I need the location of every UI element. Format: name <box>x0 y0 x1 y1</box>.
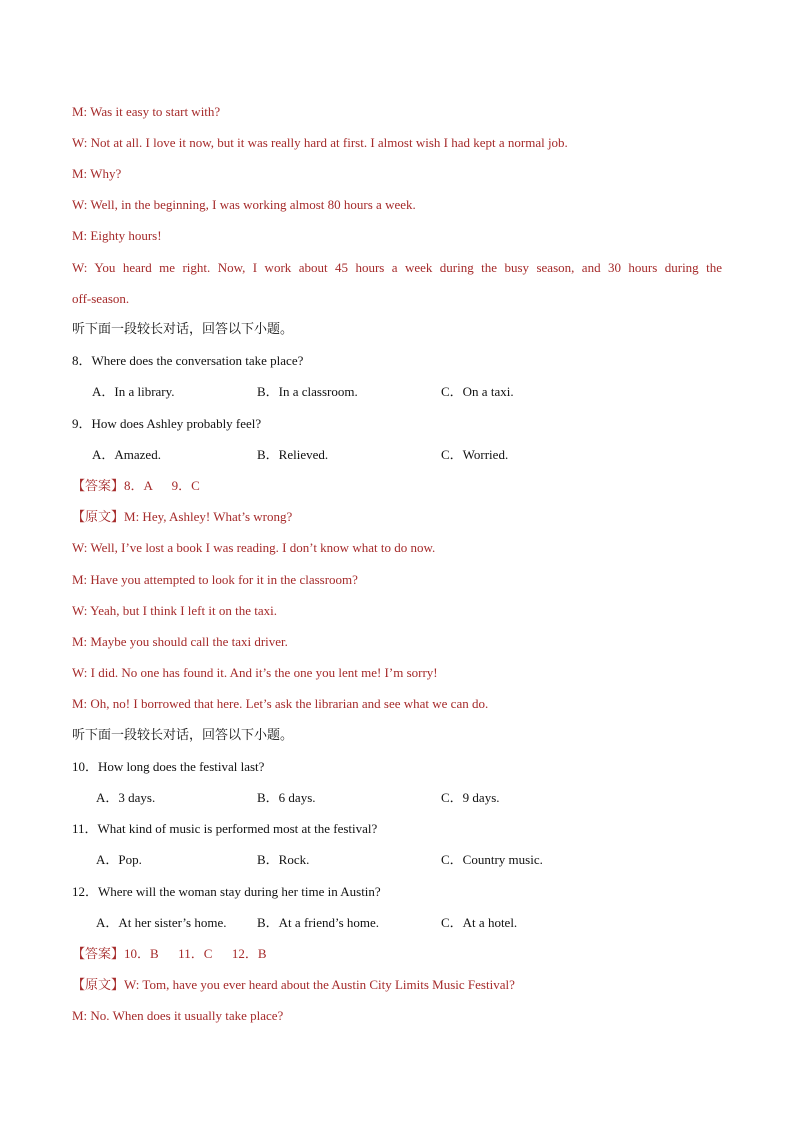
dialogue-line: W: Not at all. I love it now, but it was really hard at first. I almost wish I had kept a normal job. <box>72 135 568 150</box>
dialogue-line: off-season. <box>72 291 130 306</box>
question-stem: 9．How does Ashley probably feel? <box>72 416 262 431</box>
dialogue-line: W: I did. No one has found it. And it’s the one you lent me! I’m sorry! <box>72 665 438 680</box>
answer-tag: 【答案】 <box>72 947 125 962</box>
option-b: B．Rock. <box>257 852 310 867</box>
dialogue-line: W: Tom, have you ever heard about the Austin City Limits Music Festival? <box>124 977 515 992</box>
question-stem: 10．How long does the festival last? <box>72 759 265 774</box>
option-c: C．Worried. <box>441 447 509 462</box>
dialogue-line: M: Why? <box>72 166 122 181</box>
answer-text: 10．B 11．C 12．B <box>124 946 267 961</box>
option-b: B．At a friend’s home. <box>257 915 380 930</box>
option-c: C．Country music. <box>441 852 543 867</box>
option-a: A．In a library. <box>92 384 175 399</box>
option-b: B．6 days. <box>257 790 316 805</box>
option-a: A．At her sister’s home. <box>96 915 227 930</box>
section-heading: 听下面一段较长对话，回答以下小题。 <box>72 322 294 337</box>
question-stem: 11．What kind of music is performed most at the festival? <box>72 821 378 836</box>
section-heading: 听下面一段较长对话，回答以下小题。 <box>72 728 294 743</box>
answer-line <box>72 945 722 964</box>
dialogue-line: M: No. When does it usually take place? <box>72 1008 284 1023</box>
dialogue-line: W: Yeah, but I think I left it on the taxi. <box>72 603 277 618</box>
dialogue-line: M: Eighty hours! <box>72 228 162 243</box>
transcript-tag: 【原文】 <box>72 510 125 525</box>
option-a: A．Amazed. <box>92 447 161 462</box>
dialogue-line: W: Well, in the beginning, I was working almost 80 hours a week. <box>72 197 416 212</box>
question-stem: 8．Where does the conversation take place? <box>72 353 304 368</box>
option-b: B．Relieved. <box>257 447 329 462</box>
option-c: C．9 days. <box>441 790 500 805</box>
answer-tag: 【答案】 <box>72 479 125 494</box>
option-c: C．On a taxi. <box>441 384 514 399</box>
dialogue-line: M: Have you attempted to look for it in the classroom? <box>72 572 358 587</box>
question-stem: 12．Where will the woman stay during her time in Austin? <box>72 884 381 899</box>
option-a: A．Pop. <box>96 852 142 867</box>
transcript-first-line <box>72 508 722 527</box>
dialogue-line: W: Well, I’ve lost a book I was reading. I don’t know what to do now. <box>72 540 436 555</box>
option-a: A．3 days. <box>96 790 156 805</box>
answer-text: 8．A 9．C <box>124 478 200 493</box>
option-b: B．In a classroom. <box>257 384 358 399</box>
dialogue-line: M: Hey, Ashley! What’s wrong? <box>124 509 293 524</box>
dialogue-line: W: You heard me right. Now, I work about 45 hours a week during the busy season, and 30 hours during the <box>72 260 722 275</box>
transcript-tag: 【原文】 <box>72 978 125 993</box>
dialogue-line: M: Oh, no! I borrowed that here. Let’s ask the librarian and see what we can do. <box>72 696 489 711</box>
dialogue-line: M: Was it easy to start with? <box>72 104 221 119</box>
option-c: C．At a hotel. <box>441 915 518 930</box>
dialogue-line: M: Maybe you should call the taxi driver. <box>72 634 288 649</box>
answer-line <box>72 477 722 496</box>
transcript-first-line <box>72 976 722 995</box>
